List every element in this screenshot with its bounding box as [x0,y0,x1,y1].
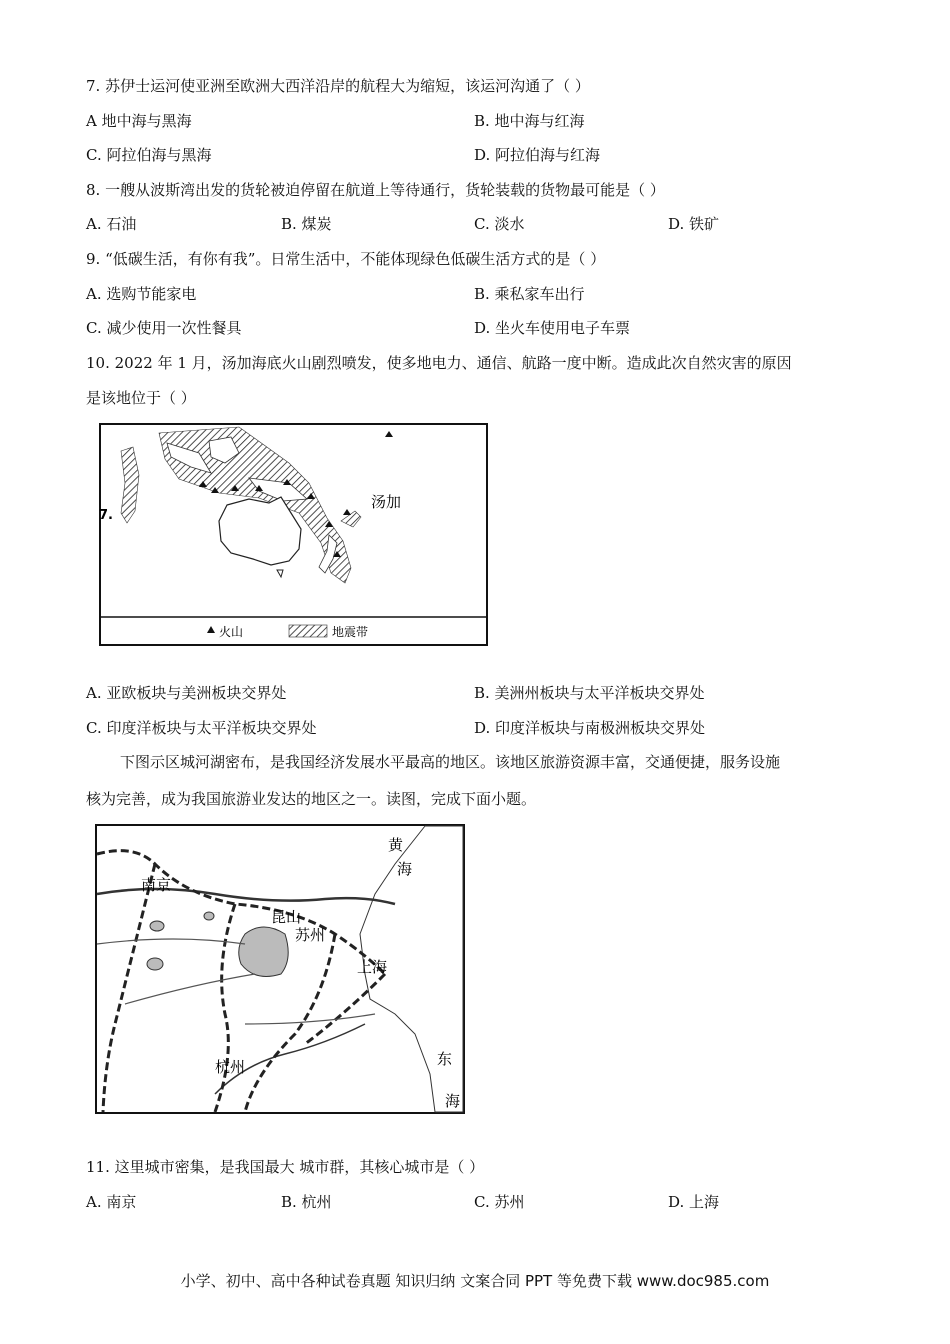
suzhou-label: 苏州 [295,926,326,944]
q8-option-a: A. 石油 [86,215,137,233]
q7-option-d: D. 阿拉伯海与红海 [474,146,601,164]
q10-option-a: A. 亚欧板块与美洲板块交界处 [86,684,287,702]
map1-corner-mark: 7. [99,508,113,523]
q9-stem: 9. “低碳生活，有你有我”。日常生活中，不能体现绿色低碳生活方式的是（ ） [86,250,606,268]
q8-option-d: D. 铁矿 [668,215,720,233]
q7-stem: 7. 苏伊士运河使亚洲至欧洲大西洋沿岸的航程大为缩短，该运河沟通了（ ） [86,77,590,95]
q7-option-b: B. 地中海与红海 [474,112,585,130]
q8-option-b: B. 煤炭 [281,215,332,233]
q10-stem-line1: 10. 2022 年 1 月，汤加海底火山剧烈喷发，使多地电力、通信、航路一度中断。造成此次自然灾害的原因 [86,354,792,372]
q10-option-c: C. 印度洋板块与太平洋板块交界处 [86,719,317,737]
q9-option-c: C. 减少使用一次性餐具 [86,319,242,337]
q11-option-c: C. 苏州 [474,1193,525,1211]
taihu-lake [239,927,288,976]
q11-option-a: A. 南京 [86,1193,137,1211]
intro-line1: 下图示区城河湖密布，是我国经济发展水平最高的地区。该地区旅游资源丰富，交通便捷，服务设施 [120,753,781,771]
tonga-label: 汤加 [371,493,402,511]
tonga-volcano-map [99,423,488,646]
q11-option-b: B. 杭州 [281,1193,332,1211]
huanghai-label-1: 黄 [388,836,404,854]
legend-quake-swatch [289,625,327,637]
q11-stem: 11. 这里城市密集，是我国最大 城市群，其核心城市是（ ） [86,1158,485,1176]
intro-line2: 核为完善，成为我国旅游业发达的地区之一。读图，完成下面小题。 [86,790,537,808]
hangzhou-label: 杭州 [215,1058,246,1076]
page-footer: 小学、初中、高中各种试卷真题 知识归纳 文案合同 PPT 等免费下载 www.doc985.com [180,1272,770,1290]
q9-option-a: A. 选购节能家电 [86,285,197,303]
shanghai-label: 上海 [357,958,388,976]
q10-option-d: D. 印度洋板块与南极洲板块交界处 [474,719,706,737]
donghai-label-2: 海 [445,1092,461,1110]
legend-volcano-label: 火山 [219,625,244,639]
q11-option-d: D. 上海 [668,1193,720,1211]
q7-option-a: A 地中海与黑海 [86,112,192,130]
huanghai-label-2: 海 [397,860,413,878]
yangtze-delta-map [95,824,465,1114]
q10-option-b: B. 美洲州板块与太平洋板块交界处 [474,684,705,702]
q9-option-b: B. 乘私家车出行 [474,285,585,303]
q10-stem-line2: 是该地位于（ ） [86,389,196,407]
q8-stem: 8. 一艘从波斯湾出发的货轮被迫停留在航道上等待通行，货轮装载的货物最可能是（ ） [86,181,665,199]
q7-option-c: C. 阿拉伯海与黑海 [86,146,212,164]
donghai-label-1: 东 [437,1050,453,1068]
q9-option-d: D. 坐火车使用电子车票 [474,319,631,337]
legend-quake-label: 地震带 [332,625,369,639]
q8-option-c: C. 淡水 [474,215,525,233]
kunshan-label: 昆山 [271,908,302,926]
nanjing-label: 南京 [141,876,172,894]
